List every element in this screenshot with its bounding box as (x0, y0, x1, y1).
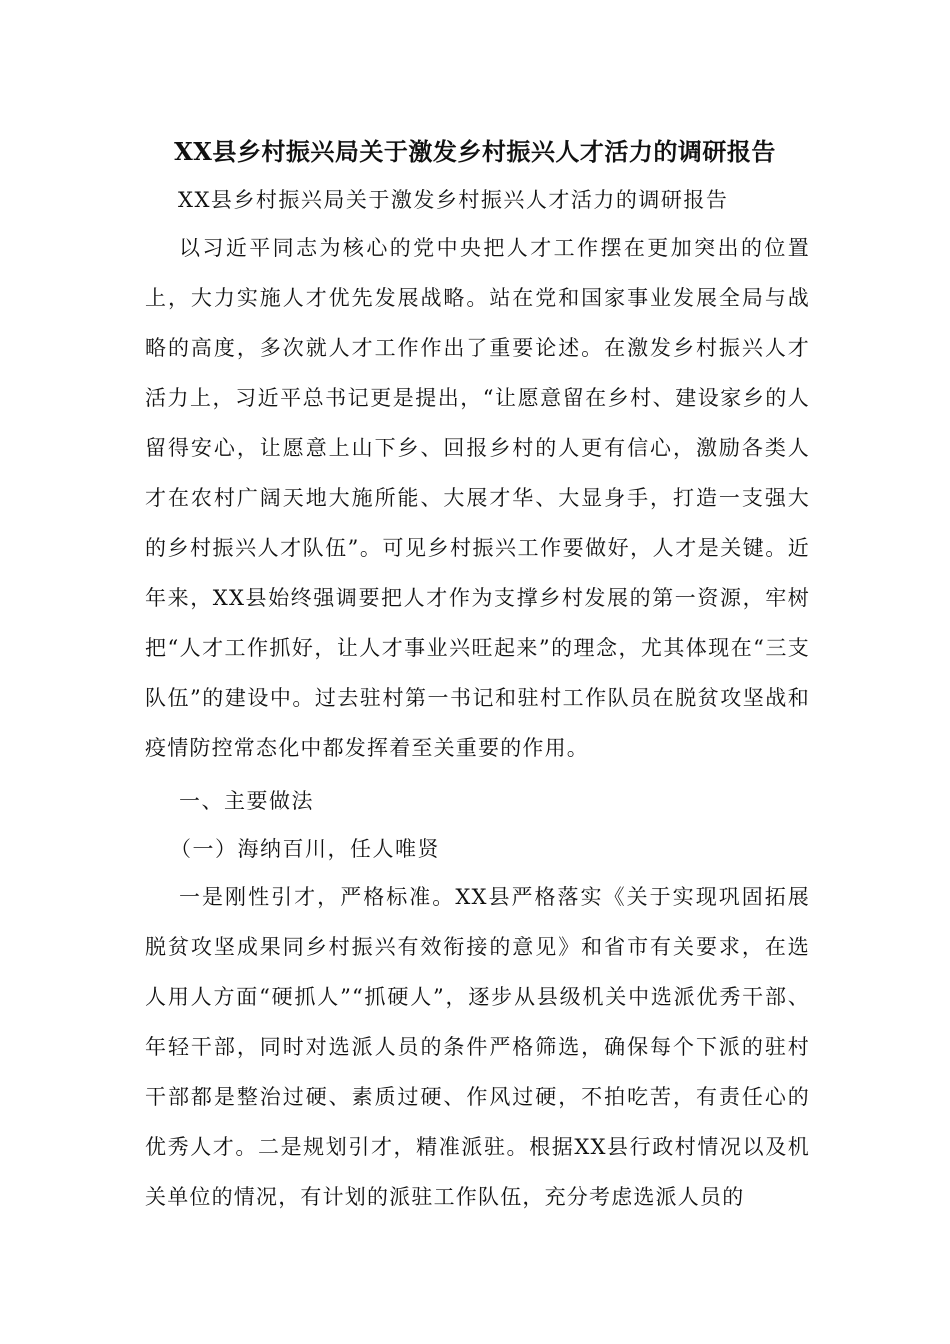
paragraph-intro: 以习近平同志为核心的党中央把人才工作摆在更加突出的位置上，大力实施人才优先发展战略。站在党和国家事业发展全局与战略的高度，多次就人才工作作出了重要论述。在激发乡村振兴人才活力上，习近平总书记更是提出，“让愿意留在乡村、建设家乡的人留得安心，让愿意上山下乡、回报乡村的人更有信心，激励各类人才在农村广阔天地大施所能、大展才华、大显身手，打造一支强大的乡村振兴人才队伍”。可见乡村振兴工作要做好，人才是关键。近年来，XX县始终强调要把人才作为支撑乡村发展的第一资源，牢树把“人才工作抓好，让人才事业兴旺起来”的理念，尤其体现在“三支队伍”的建设中。过去驻村第一书记和驻村工作队员在脱贫攻坚战和疫情防控常态化中都发挥着至关重要的作用。 (145, 236, 810, 760)
document-subtitle: XX县乡村振兴局关于激发乡村振兴人才活力的调研报告 (178, 188, 729, 212)
subsection-heading: （一）海纳百川，任人唯贤 (170, 837, 440, 861)
paragraph-practices: 一是刚性引才，严格标准。XX县严格落实《关于实现巩固拓展脱贫攻坚成果同乡村振兴有效衔接的意见》和省市有关要求，在选人用人方面“硬抓人”“抓硬人”，逐步从县级机关中选派优秀干部、年轻干部，同时对选派人员的条件严格筛选，确保每个下派的驻村干部都是整治过硬、素质过硬、作风过硬，不拍吃苦，有责任心的优秀人才。二是规划引才，精准派驻。根据XX县行政村情况以及机关单位的情况，有计划的派驻工作队伍，充分考虑选派人员的 (145, 885, 810, 1209)
section-heading: 一、主要做法 (179, 789, 314, 813)
document-title: XX县乡村振兴局关于激发乡村振兴人才活力的调研报告 (174, 137, 776, 166)
